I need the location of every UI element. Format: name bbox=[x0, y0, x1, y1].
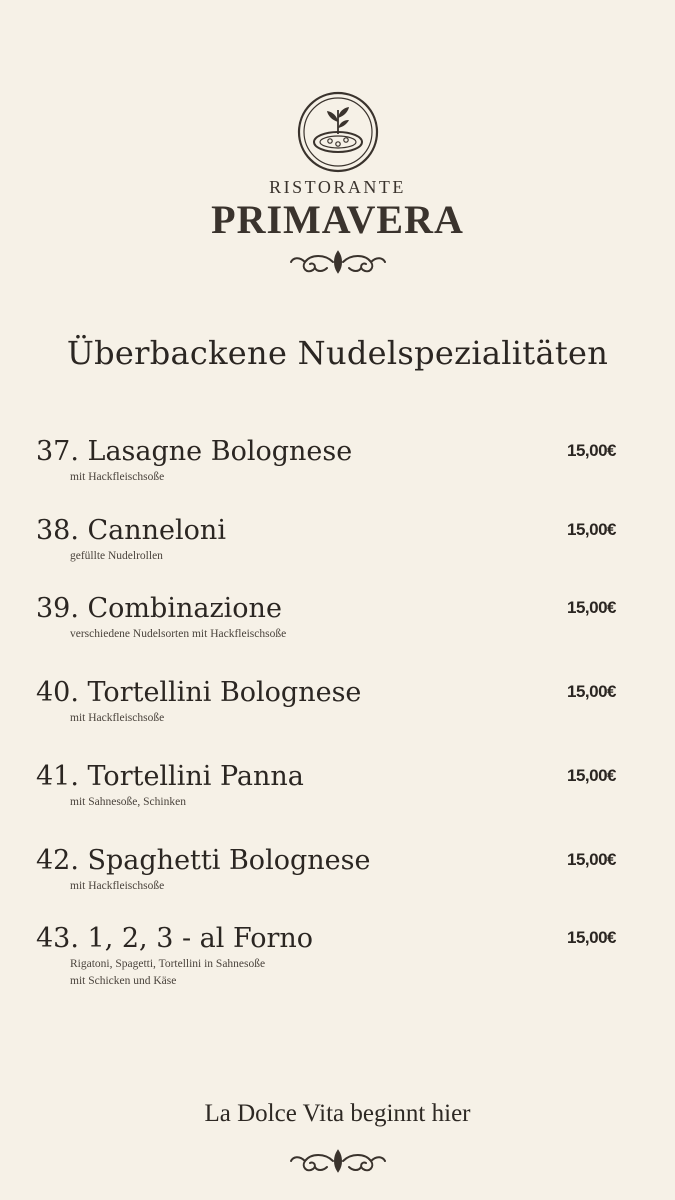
footer-tagline: La Dolce Vita beginnt hier bbox=[204, 1100, 471, 1127]
item-name: 43. 1, 2, 3 - al Forno bbox=[36, 923, 314, 954]
menu-item bbox=[36, 844, 616, 895]
item-description: gefüllte Nudelrollen bbox=[70, 550, 163, 562]
item-name: 39. Combinazione bbox=[36, 593, 282, 624]
item-description-line2: mit Schicken und Käse bbox=[70, 975, 177, 987]
menu-item bbox=[36, 676, 616, 727]
pizza-bowl-logo-icon bbox=[296, 90, 380, 174]
menu-item bbox=[36, 514, 616, 565]
item-description: mit Hackfleischsoße bbox=[70, 471, 165, 483]
item-description: Rigatoni, Spagetti, Tortellini in Sahnesoße bbox=[70, 958, 266, 970]
item-name: 38. Canneloni bbox=[36, 515, 226, 546]
menu-item bbox=[36, 435, 616, 486]
item-price: 15,00€ bbox=[567, 766, 616, 785]
item-description: mit Sahnesoße, Schinken bbox=[70, 796, 186, 808]
flourish-ornament-icon bbox=[287, 1143, 389, 1175]
item-price: 15,00€ bbox=[567, 682, 616, 701]
menu-item bbox=[36, 922, 616, 990]
item-description: verschiedene Nudelsorten mit Hackfleischsoße bbox=[70, 628, 287, 640]
brand-subtitle: RISTORANTE bbox=[269, 177, 406, 197]
menu-item bbox=[36, 592, 616, 643]
brand-name: PRIMAVERA bbox=[211, 197, 464, 242]
item-price: 15,00€ bbox=[567, 520, 616, 539]
item-name: 40. Tortellini Bolognese bbox=[36, 677, 362, 708]
item-description: mit Hackfleischsoße bbox=[70, 880, 165, 892]
item-price: 15,00€ bbox=[567, 441, 616, 460]
item-price: 15,00€ bbox=[567, 850, 616, 869]
menu-item bbox=[36, 760, 616, 811]
item-name: 42. Spaghetti Bolognese bbox=[36, 845, 371, 876]
flourish-ornament-icon bbox=[287, 244, 389, 276]
item-price: 15,00€ bbox=[567, 928, 616, 947]
item-name: 41. Tortellini Panna bbox=[36, 761, 304, 792]
item-description: mit Hackfleischsoße bbox=[70, 712, 165, 724]
item-price: 15,00€ bbox=[567, 598, 616, 617]
section-title: Überbackene Nudelspezialitäten bbox=[66, 334, 609, 372]
item-name: 37. Lasagne Bolognese bbox=[36, 436, 353, 467]
